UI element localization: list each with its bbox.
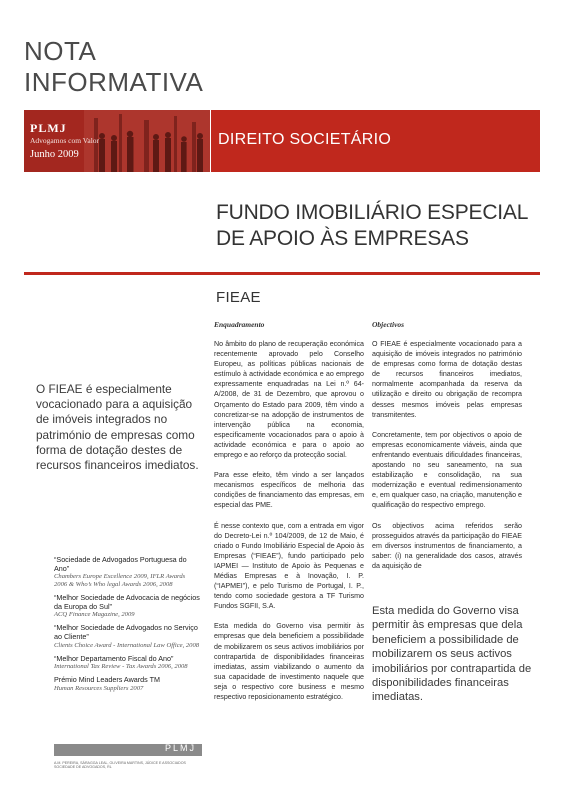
sidebar-pull-quote: O FIEAE é especialmente vocacionado para a aquisição de imóveis integrados no património de empresas como forma de dotação destes de recursos financeiros imediatos. xyxy=(36,382,199,473)
column-heading: Objectivos xyxy=(372,320,405,329)
title-line-2: DE APOIO ÀS EMPRESAS xyxy=(216,227,469,250)
paragraph: No âmbito do plano de recuperação económica recentemente aprovado pelo Conselho Europeu, as políticas públicas nacionais de estímulo à actividade económica e ao emprego expressamente enquadradas na Lei n.º 64-A/2008, de 31 de Dezembro, que aprovou o Orçamento do Estado para 2009, têm vindo a concretizar-se na adopção de instrumentos de intervenção pública na economia, especificamente vocacionados para o apoio à actividade económica e para o apoio ao emprego e ao reforço da protecção social. xyxy=(214,340,364,460)
award-source: Human Resources Suppliers 2007 xyxy=(54,684,144,692)
award-name: “Sociedade de Advogados Portuguesa do Ano” xyxy=(54,555,187,573)
paragraph: É nesse contexto que, com a entrada em vigor do Decreto-Lei n.º 104/2009, de 12 de Maio, é criado o Fundo Imobiliário Especial de Apoio às Empresas (“FIEAE”), fundo participado pelo IAPMEI — Instituto de Apoio às Pequenas e Médias Empresas e à Inovação, I. P. (“IAPMEI”), e pelo Turismo de Portugal, I. P., tendo como sociedade gestora a TF Turismo Fundos SGFII, S.A. xyxy=(214,521,364,611)
award-item xyxy=(54,655,200,672)
masthead-line-2: INFORMATIVA xyxy=(24,67,204,97)
award-source: Clients Choice Award - International Law Office, 2008 xyxy=(54,641,200,649)
paragraph: Os objectivos acima referidos serão prosseguidos através da participação do FIEAE em diversos instrumentos de financiamento, a saber: (i) na generalidade dos casos, através da aquisição de xyxy=(372,521,522,570)
award-source: ACQ Finance Magazine, 2009 xyxy=(54,611,135,619)
award-source: International Tax Review - Tax Awards 2006, 2008 xyxy=(54,663,188,671)
brand-name: PLMJ xyxy=(30,121,67,135)
award-name: Prémio Mind Leaders Awards TM xyxy=(54,675,160,685)
section-title: DIREITO SOCIETÁRIO xyxy=(218,131,392,148)
award-item xyxy=(54,556,200,589)
column-heading: Enquadramento xyxy=(214,320,265,329)
document-title xyxy=(216,200,546,252)
paragraph: Esta medida do Governo visa permitir às empresas que dela beneficiem a possibilidade de mobilizarem os seus activos imobiliários por contrapartida de disponibilidades financeiras imediatas, assim viabilizando o aumento da sua capacidade de investimento naquele que seja o respectivo core business e mesmo respectivo reposicionamento estratégico. xyxy=(214,622,364,701)
title-rule xyxy=(24,272,540,275)
award-item xyxy=(54,676,200,693)
column-enquadramento xyxy=(214,320,364,712)
paragraph: Concretamente, tem por objectivos o apoio de empresas economicamente viáveis, ainda que enfrentando eventuais dificuldades financeiras, apostando no seu saneamento, na sua estabilização e consolidação, na sua modernização e eventual redimensionamento e, em qualquer caso, na criação, manutenção e qualificação do respectivo emprego. xyxy=(372,430,522,510)
firm-logo-text: PLMJ xyxy=(164,743,196,753)
brand-tagline: Advogamos com Valor xyxy=(30,136,100,145)
awards-list xyxy=(54,556,200,698)
subtitle: FIEAE xyxy=(216,289,261,306)
award-name: “Melhor Sociedade de Advocacia de negócios da Europa do Sul” xyxy=(54,593,200,611)
paragraph: O FIEAE é especialmente vocacionado para a aquisição de imóveis integrados no património de empresas como forma de dotação destas de recursos financeiros imediatos, normalmente acompanhada da reserva da utilização e direito ou obrigação de recompra desses mesmos imóveis pelas empresas transmitentes. xyxy=(372,340,522,419)
award-name: “Melhor Departamento Fiscal do Ano” xyxy=(54,653,174,663)
issue-date: Junho 2009 xyxy=(30,149,79,160)
column-objectivos xyxy=(372,320,522,581)
column-pull-quote: Esta medida do Governo visa permitir às empresas que dela beneficiem a possibilidade de mobilizarem os seus activos imobiliários por contrapartida de disponibilidades financeiras imediatas. xyxy=(372,605,532,704)
firm-logo xyxy=(54,744,202,756)
award-item xyxy=(54,624,200,649)
masthead-line-1: NOTA xyxy=(24,36,97,66)
masthead xyxy=(24,36,203,98)
award-name: “Melhor Sociedade de Advogados no Serviço ao Cliente” xyxy=(54,623,198,641)
award-item xyxy=(54,594,200,619)
firm-name: A.M. PEREIRA, SÁRAGGA LEAL, OLIVEIRA MARTINS, JÚDICE E ASSOCIADOS SOCIEDADE DE ADVOGADOS, RL xyxy=(54,761,186,770)
paragraph: Para esse efeito, têm vindo a ser lançados mecanismos específicos de melhoria das condições de financiamento das empresas, em especial das PME. xyxy=(214,471,364,510)
award-source: Chambers Europe Excellence 2009, IFLR Awards 2006 & Who’s Who legal Awards 2006, 2008 xyxy=(54,573,186,589)
title-line-1: FUNDO IMOBILIÁRIO ESPECIAL xyxy=(216,201,529,224)
